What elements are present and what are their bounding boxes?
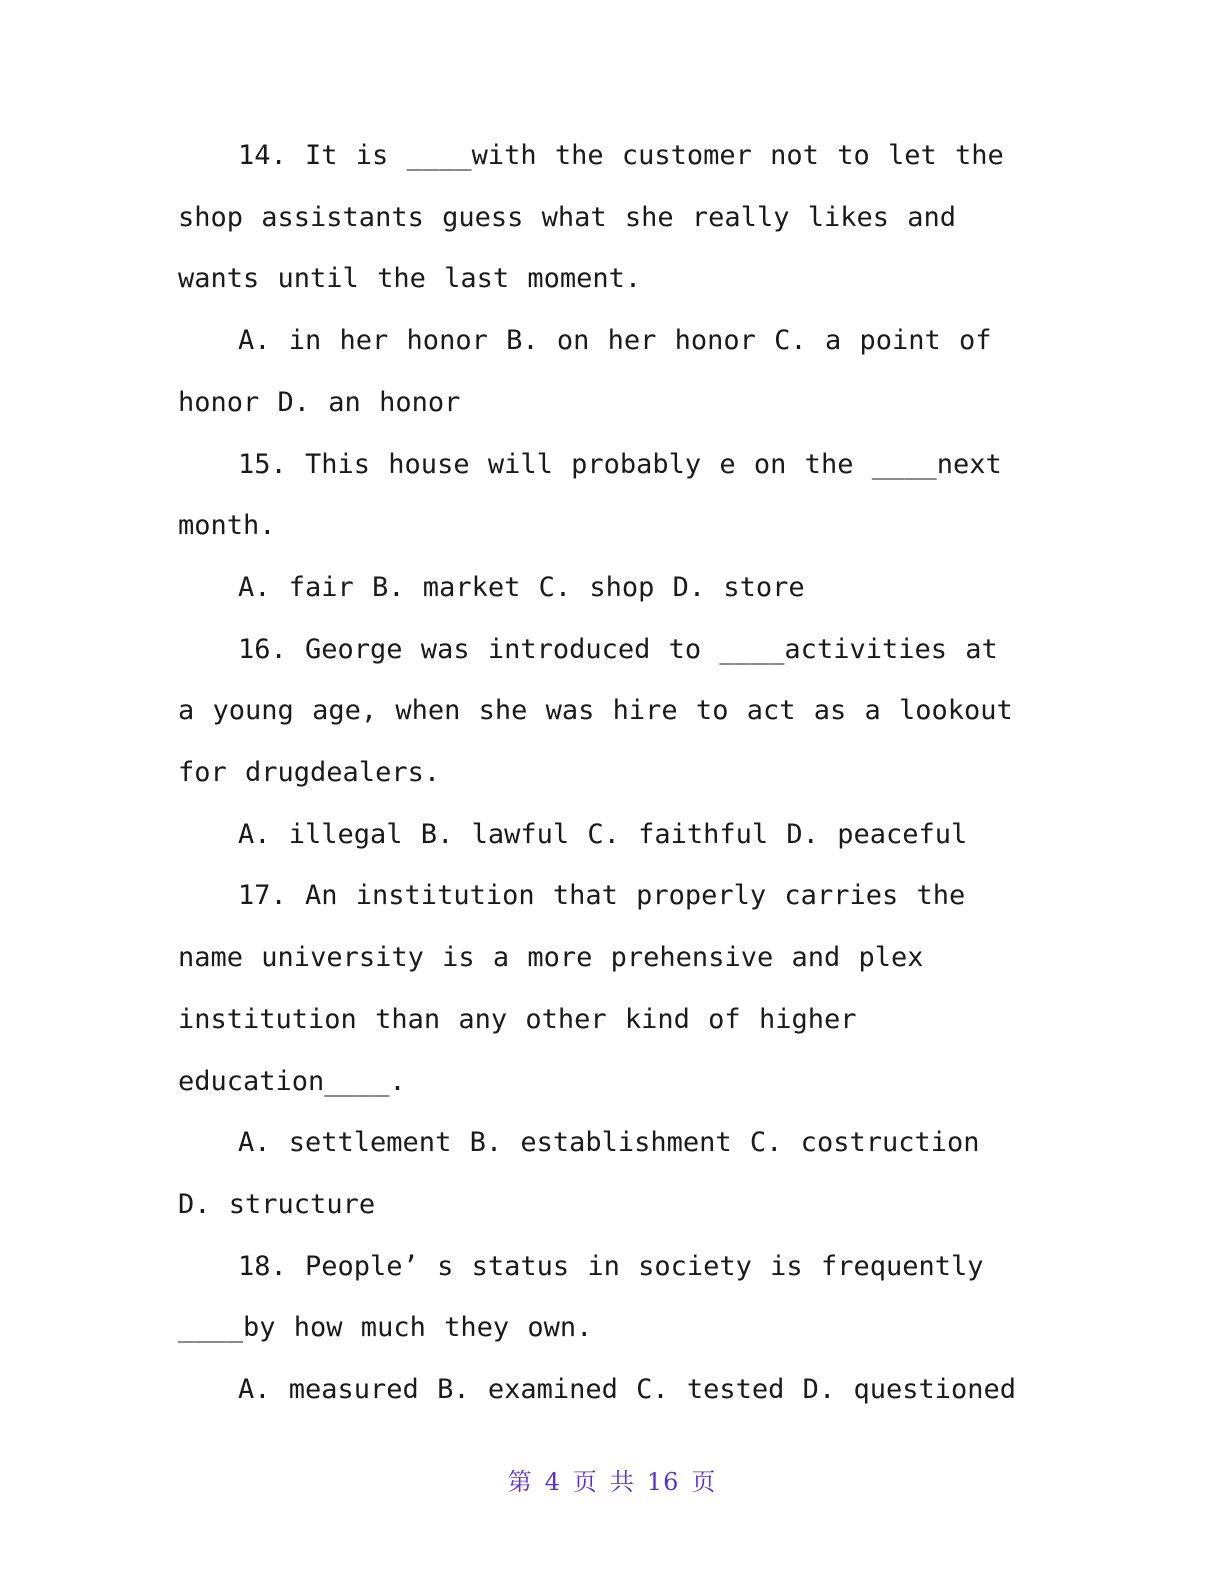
stem-first-line: 15. This house will probably e on the ____next: [238, 448, 1002, 480]
stem-continuation: ____by how much they own.: [178, 1312, 593, 1344]
footer-ye: 页: [572, 1468, 598, 1496]
question-options: [178, 1359, 1028, 1421]
footer-ye-2: 页: [691, 1468, 717, 1496]
stem-continuation: shop assistants guess what she really likes and wants until the last moment.: [178, 201, 957, 295]
stem-first-line: 16. George was introduced to ____activities at a: [178, 633, 998, 727]
options-continuation: structure: [228, 1188, 376, 1220]
stem-first-line: 17. An institution that properly carries the name: [178, 880, 966, 974]
footer-di: 第: [507, 1468, 533, 1496]
question-16: [178, 619, 1028, 866]
footer-page-number: 4: [544, 1468, 561, 1496]
stem-continuation: month.: [178, 510, 276, 542]
stem-first-line: 18. People’ s status in society is frequently: [238, 1250, 984, 1282]
question-options: [178, 310, 1028, 433]
options-first-line: A. illegal B. lawful C. faithful D. peaceful: [238, 818, 968, 850]
question-stem: [178, 434, 1028, 557]
question-18: [178, 1236, 1028, 1421]
question-options: [178, 1112, 1028, 1235]
question-15: [178, 434, 1028, 619]
document-body: [178, 125, 1028, 1421]
options-first-line: A. measured B. examined C. tested D. questioned: [238, 1374, 1017, 1406]
options-continuation: honor D. an honor: [178, 386, 461, 418]
question-options: [178, 804, 1028, 866]
footer-total-pages: 16: [646, 1468, 680, 1496]
footer-gong: 共: [609, 1468, 635, 1496]
question-stem: [178, 1236, 1028, 1359]
question-stem: [178, 619, 1028, 804]
stem-continuation: young age, when she was hire to act as a lookout for drugdealers.: [178, 695, 1013, 789]
question-17: [178, 865, 1028, 1235]
stem-continuation: university is a more prehensive and plex institution than any other kind of higher education____.: [178, 942, 924, 1097]
options-first-line: A. fair B. market C. shop D. store: [238, 571, 805, 603]
question-options: [178, 557, 1028, 619]
question-stem: [178, 125, 1028, 310]
options-first-line: A. settlement B. establishment C. costruction D.: [178, 1127, 980, 1220]
question-stem: [178, 865, 1028, 1112]
page-footer: [0, 1462, 1224, 1497]
question-14: [178, 125, 1028, 434]
stem-first-line: 14. It is ____with the customer not to let the: [238, 140, 1004, 171]
options-first-line: A. in her honor B. on her honor C. a point of: [238, 325, 992, 357]
